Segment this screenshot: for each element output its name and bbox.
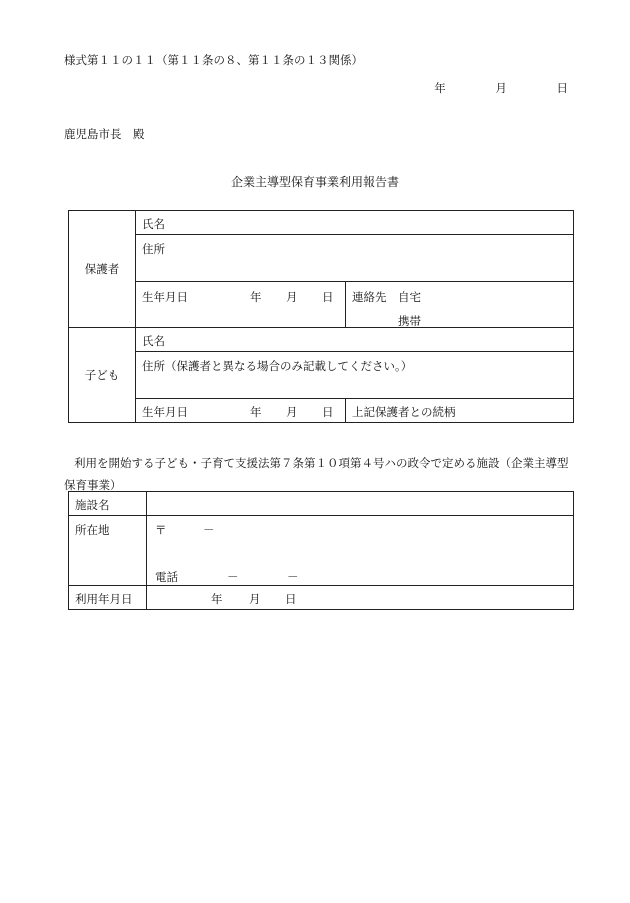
facility-table [68, 491, 574, 610]
start-date-day: 日 [285, 592, 297, 606]
start-date-month: 月 [249, 592, 261, 606]
document-date [410, 80, 568, 96]
guardian-name-label: 氏名 [142, 217, 165, 231]
guardian-dob-month: 月 [286, 290, 298, 304]
guardian-address-field[interactable] [136, 235, 574, 282]
child-dob-month: 月 [286, 405, 298, 419]
guardian-section-label: 保護者 [69, 211, 136, 328]
guardian-dob-field[interactable] [136, 282, 346, 328]
child-dob-year: 年 [250, 405, 262, 419]
postal-dash: － [203, 523, 215, 537]
guardian-home-label: 自宅 [398, 290, 421, 304]
phone-dash-1: － [227, 570, 239, 584]
child-address-field[interactable] [136, 352, 574, 399]
child-name-field[interactable] [136, 328, 574, 352]
date-year-label: 年 [434, 81, 446, 95]
child-dob-field[interactable] [136, 399, 346, 423]
child-relation-field[interactable] [346, 399, 574, 423]
facility-location-label: 所在地 [69, 516, 147, 586]
postal-mark: 〒 [155, 523, 167, 537]
child-relation-label: 上記保護者との続柄 [352, 405, 456, 419]
child-address-label: 住所（保護者と異なる場合のみ記載してください。） [142, 359, 413, 373]
start-date-label: 利用年月日 [69, 586, 147, 610]
guardian-contact-field[interactable] [346, 282, 574, 328]
applicant-table [68, 210, 574, 423]
page-title: 企業主導型保育事業利用報告書 [230, 175, 399, 189]
guardian-name-field[interactable] [136, 211, 574, 235]
child-name-label: 氏名 [142, 334, 165, 348]
start-date-field[interactable] [147, 586, 574, 610]
date-day-label: 日 [556, 81, 568, 95]
child-section-label: 子ども [69, 328, 136, 423]
child-dob-label: 生年月日 [142, 405, 188, 419]
facility-location-field[interactable] [147, 516, 574, 586]
date-month-label: 月 [495, 81, 507, 95]
guardian-mobile-label: 携帯 [398, 314, 421, 328]
addressee: 鹿児島市長 殿 [64, 127, 145, 141]
form-number: 様式第１１の１１（第１１条の８、第１１条の１３関係） [64, 53, 363, 67]
phone-label: 電話 [155, 570, 178, 584]
facility-name-label: 施設名 [69, 492, 147, 516]
guardian-dob-day: 日 [322, 290, 334, 304]
start-date-year: 年 [211, 592, 223, 606]
child-dob-day: 日 [322, 405, 334, 419]
guardian-contact-label: 連絡先 [352, 290, 387, 304]
guardian-dob-label: 生年月日 [142, 290, 188, 304]
facility-intro: 利用を開始する子ども・子育て支援法第７条第１０項第４号ハの政令で定める施設（企業主導型保育事業） [64, 456, 569, 492]
guardian-dob-year: 年 [250, 290, 262, 304]
facility-name-field[interactable] [147, 492, 574, 516]
phone-dash-2: － [287, 570, 299, 584]
guardian-address-label: 住所 [142, 242, 165, 256]
